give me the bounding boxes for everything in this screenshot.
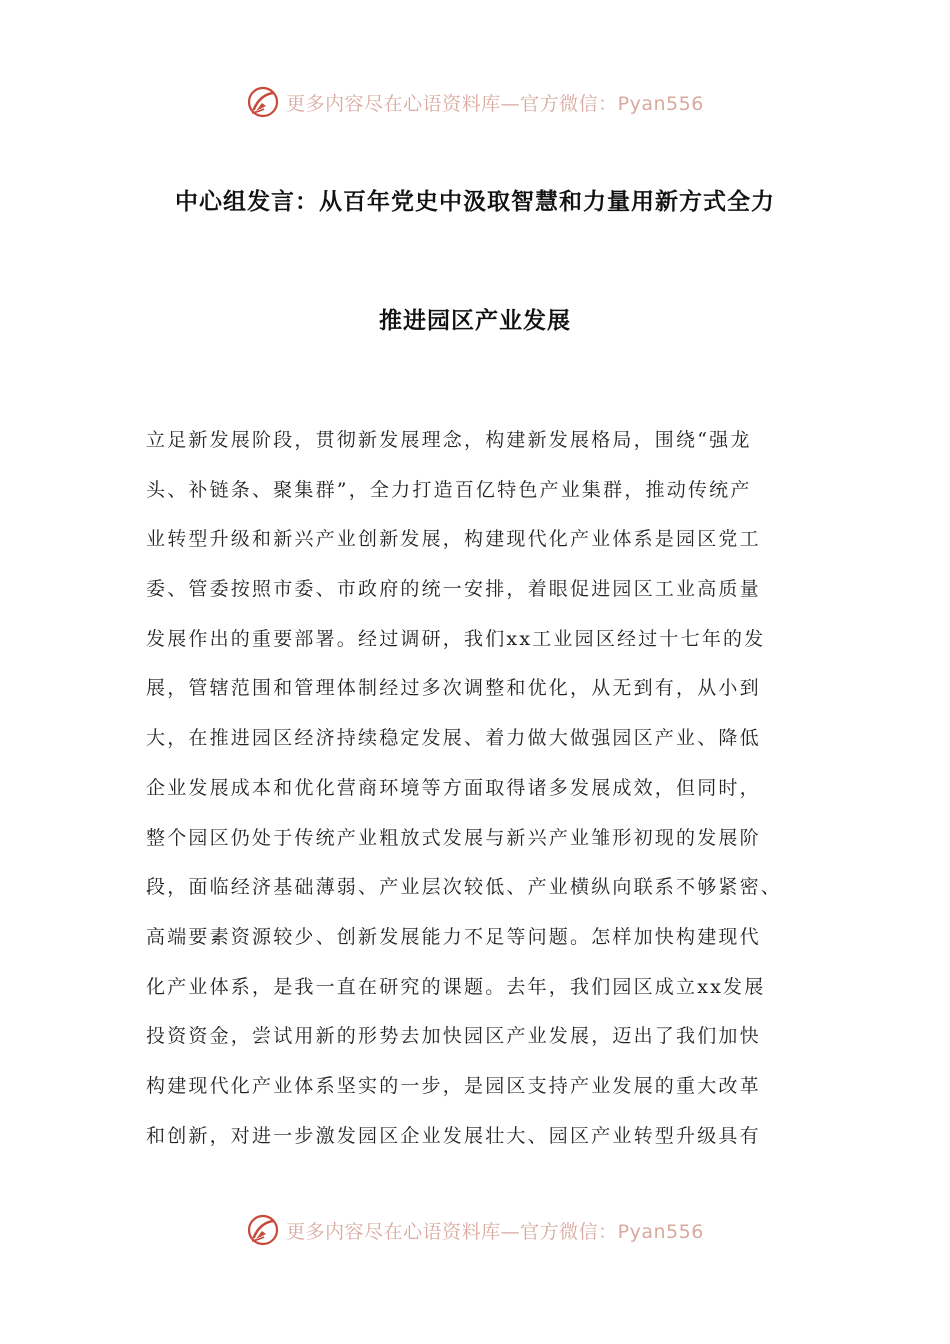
body-line: 投资资金，尝试用新的形势去加快园区产业发展，迈出了我们加快	[146, 1025, 761, 1048]
body-line: 整个园区仍处于传统产业粗放式发展与新兴产业雏形初现的发展阶	[146, 826, 761, 849]
body-line: 立足新发展阶段，贯彻新发展理念，构建新发展格局，围绕“强龙	[146, 429, 752, 451]
body-line: 段，面临经济基础薄弱、产业层次较低、产业横纵向联系不够紧密、	[146, 876, 783, 899]
body-line: 发展作出的重要部署。经过调研，我们xx工业园区经过十七年的发	[146, 627, 766, 650]
document-title-line-1: 中心组发言：从百年党史中汲取智慧和力量用新方式全力	[175, 189, 775, 215]
watermark-wechat-id: Pyan556	[617, 1220, 704, 1243]
body-line: 业转型升级和新兴产业创新发展，构建现代化产业体系是园区党工	[146, 528, 761, 551]
body-line: 企业发展成本和优化营商环境等方面取得诸多发展成效，但同时，	[146, 776, 761, 799]
document-title-line-2: 推进园区产业发展	[379, 308, 571, 334]
watermark-text: 更多内容尽在心语资料库—官方微信：Pyan556	[286, 92, 704, 115]
body-line: 委、管委按照市委、市政府的统一安排，着眼促进园区工业高质量	[146, 578, 761, 601]
body-line: 和创新，对进一步激发园区企业发展壮大、园区产业转型升级具有	[146, 1124, 761, 1147]
body-line: 展，管辖范围和管理体制经过多次调整和优化，从无到有，从小到	[146, 677, 761, 700]
watermark-text: 更多内容尽在心语资料库—官方微信：Pyan556	[286, 1220, 704, 1243]
header-watermark	[0, 82, 950, 122]
body-line: 高端要素资源较少、创新发展能力不足等问题。怎样加快构建现代	[146, 925, 761, 948]
body-line: 大，在推进园区经济持续稳定发展、着力做大做强园区产业、降低	[146, 727, 761, 750]
body-line: 头、补链条、聚集群”，全力打造百亿特色产业集群，推动传统产	[146, 478, 752, 501]
footer-watermark	[0, 1210, 950, 1250]
watermark-wechat-id: Pyan556	[617, 92, 704, 115]
pen-logo-icon	[246, 85, 280, 119]
pen-logo-icon	[246, 1213, 280, 1247]
document-body	[146, 416, 806, 1161]
body-line: 化产业体系，是我一直在研究的课题。去年，我们园区成立xx发展	[146, 975, 766, 998]
body-line: 构建现代化产业体系坚实的一步，是园区支持产业发展的重大改革	[146, 1074, 761, 1097]
